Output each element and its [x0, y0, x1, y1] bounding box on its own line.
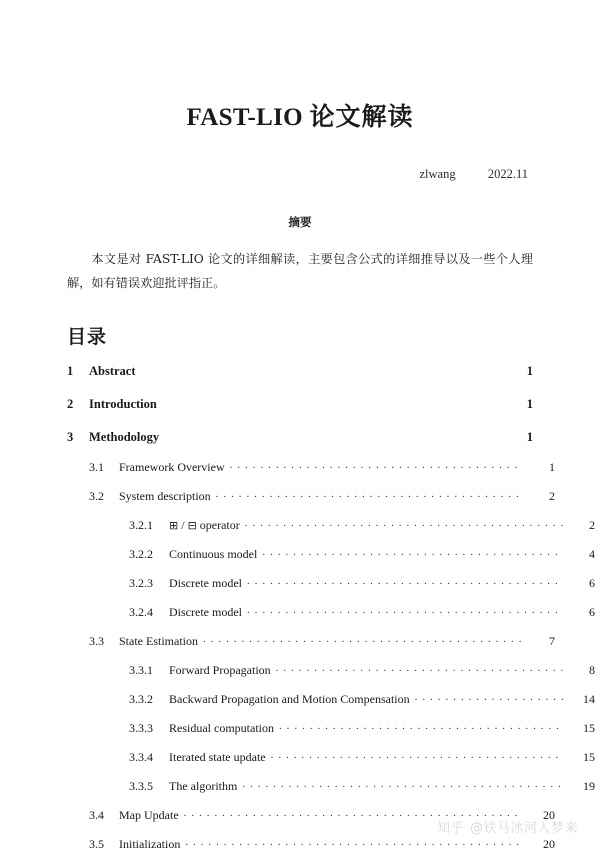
table-of-contents — [67, 296, 595, 851]
byline — [0, 133, 600, 182]
toc-entry-number: 3.3.5 — [129, 778, 153, 793]
toc-entry[interactable] — [67, 429, 533, 444]
toc-entry-label: Residual computation — [169, 720, 274, 735]
toc-dot-leader — [164, 429, 501, 442]
page-title-latin: FAST-LIO — [186, 104, 303, 131]
toc-dot-leader — [185, 836, 523, 848]
toc-entry-label: Forward Propagation — [169, 662, 271, 677]
toc-dot-leader — [242, 778, 563, 790]
document-date: 2022.11 — [487, 167, 528, 181]
toc-entry-number: 1 — [67, 364, 74, 379]
toc-dot-leader — [247, 575, 563, 587]
toc-entry[interactable] — [67, 662, 595, 676]
toc-entry-page-number: 2 — [589, 517, 595, 532]
toc-entry[interactable] — [67, 363, 533, 378]
toc-dot-leader — [141, 363, 501, 376]
toc-entry-page-number: 4 — [589, 546, 595, 561]
toc-entry-label: Continuous model — [169, 546, 258, 561]
toc-dot-leader — [271, 749, 563, 761]
toc-entry[interactable] — [67, 488, 555, 502]
page-title — [0, 0, 600, 133]
toc-entry-label: System description — [119, 488, 211, 503]
toc-entry[interactable] — [67, 836, 555, 850]
abstract-body: 本文是对 FAST-LIO 论文的详细解读，主要包含公式的详细推导以及一些个人理解，如有错误欢迎批评指正。 — [67, 252, 533, 290]
toc-entry-label: Map Update — [119, 807, 179, 822]
watermark — [437, 817, 578, 836]
toc-entry-page-number: 6 — [589, 604, 595, 619]
toc-entry[interactable] — [67, 575, 595, 589]
toc-entry[interactable] — [67, 633, 555, 647]
toc-entry-page-number: 1 — [549, 459, 555, 474]
toc-dot-leader — [247, 604, 563, 616]
toc-entry-label: Discrete model — [169, 604, 242, 619]
boxminus-icon: ⊟ — [187, 518, 197, 532]
toc-entry-label: The algorithm — [169, 778, 238, 793]
author-name: zlwang — [419, 167, 456, 181]
toc-entry-page-number: 19 — [583, 778, 595, 793]
toc-entry-number: 3.4 — [89, 807, 104, 822]
toc-entry-number: 2 — [67, 397, 74, 412]
toc-entry-number: 3.3.3 — [129, 720, 153, 735]
toc-entry-number: 3.3 — [89, 633, 104, 648]
toc-entry-label: Discrete model — [169, 575, 242, 590]
toc-entry[interactable] — [67, 720, 595, 734]
watermark-username: @铁马冰河入梦来 — [469, 821, 578, 836]
toc-entry[interactable] — [67, 459, 555, 473]
toc-dot-leader — [230, 459, 523, 471]
watermark-brand: 知乎 — [436, 821, 464, 836]
toc-entry-label: ⊞ / ⊟ operator — [169, 517, 240, 532]
toc-entry-page-number: 6 — [589, 575, 595, 590]
toc-entry-page-number: 15 — [583, 720, 595, 735]
toc-entry-number: 3.3.2 — [129, 691, 153, 706]
toc-entry-number: 3.2.1 — [129, 517, 153, 532]
toc-entry-number: 3.3.1 — [129, 662, 153, 677]
toc-entry[interactable] — [67, 691, 595, 705]
toc-entry-label: Backward Propagation and Motion Compensation — [169, 691, 410, 706]
toc-entry-page-number: 20 — [543, 836, 555, 851]
toc-entry-label: State Estimation — [119, 633, 198, 648]
toc-dot-leader — [162, 396, 501, 409]
toc-entry[interactable] — [67, 749, 595, 763]
toc-entry[interactable] — [67, 604, 595, 618]
toc-entry-label: Introduction — [89, 397, 157, 412]
toc-entry-number: 3.2.2 — [129, 546, 153, 561]
toc-entry-page-number: 14 — [583, 691, 595, 706]
toc-dot-leader — [216, 488, 523, 500]
toc-dot-leader — [276, 662, 563, 674]
toc-entry-page-number: 2 — [549, 488, 555, 503]
toc-entry-page-number: 1 — [526, 430, 533, 445]
toc-entry[interactable] — [67, 778, 595, 792]
abstract-heading: 摘要 — [288, 215, 312, 229]
toc-entry-number: 3.3.4 — [129, 749, 153, 764]
toc-dot-leader — [245, 517, 563, 529]
toc-heading: 目录 — [67, 325, 108, 348]
toc-entry-label: Methodology — [89, 430, 160, 445]
toc-entry-label: Initialization — [119, 836, 181, 851]
toc-dot-leader — [262, 546, 563, 558]
toc-entry-number: 3 — [67, 430, 74, 445]
toc-entry-page-number: 15 — [583, 749, 595, 764]
toc-entry-page-number: 7 — [549, 633, 555, 648]
toc-entry-page-number: 1 — [526, 364, 533, 379]
toc-entry-label: Iterated state update — [169, 749, 266, 764]
toc-entry[interactable] — [67, 396, 533, 411]
toc-entry-page-number: 20 — [543, 807, 555, 822]
toc-dot-leader — [415, 691, 563, 703]
page-title-cjk: 论文解读 — [309, 102, 414, 131]
toc-entry-number: 3.2.3 — [129, 575, 153, 590]
toc-entry-label: Abstract — [89, 364, 136, 379]
toc-entry[interactable] — [67, 546, 595, 560]
toc-entry[interactable] — [67, 517, 595, 531]
toc-entry-page-number: 8 — [589, 662, 595, 677]
toc-entry-number: 3.1 — [89, 459, 104, 474]
toc-entry-number: 3.2 — [89, 488, 104, 503]
toc-dot-leader — [279, 720, 563, 732]
toc-entry-number: 3.2.4 — [129, 604, 153, 619]
toc-entry-page-number: 1 — [526, 397, 533, 412]
boxplus-icon: ⊞ — [169, 518, 179, 532]
toc-dot-leader — [203, 633, 523, 645]
toc-entry-label: Framework Overview — [119, 459, 225, 474]
toc-entry-number: 3.5 — [89, 836, 104, 851]
toc-list — [67, 363, 595, 851]
